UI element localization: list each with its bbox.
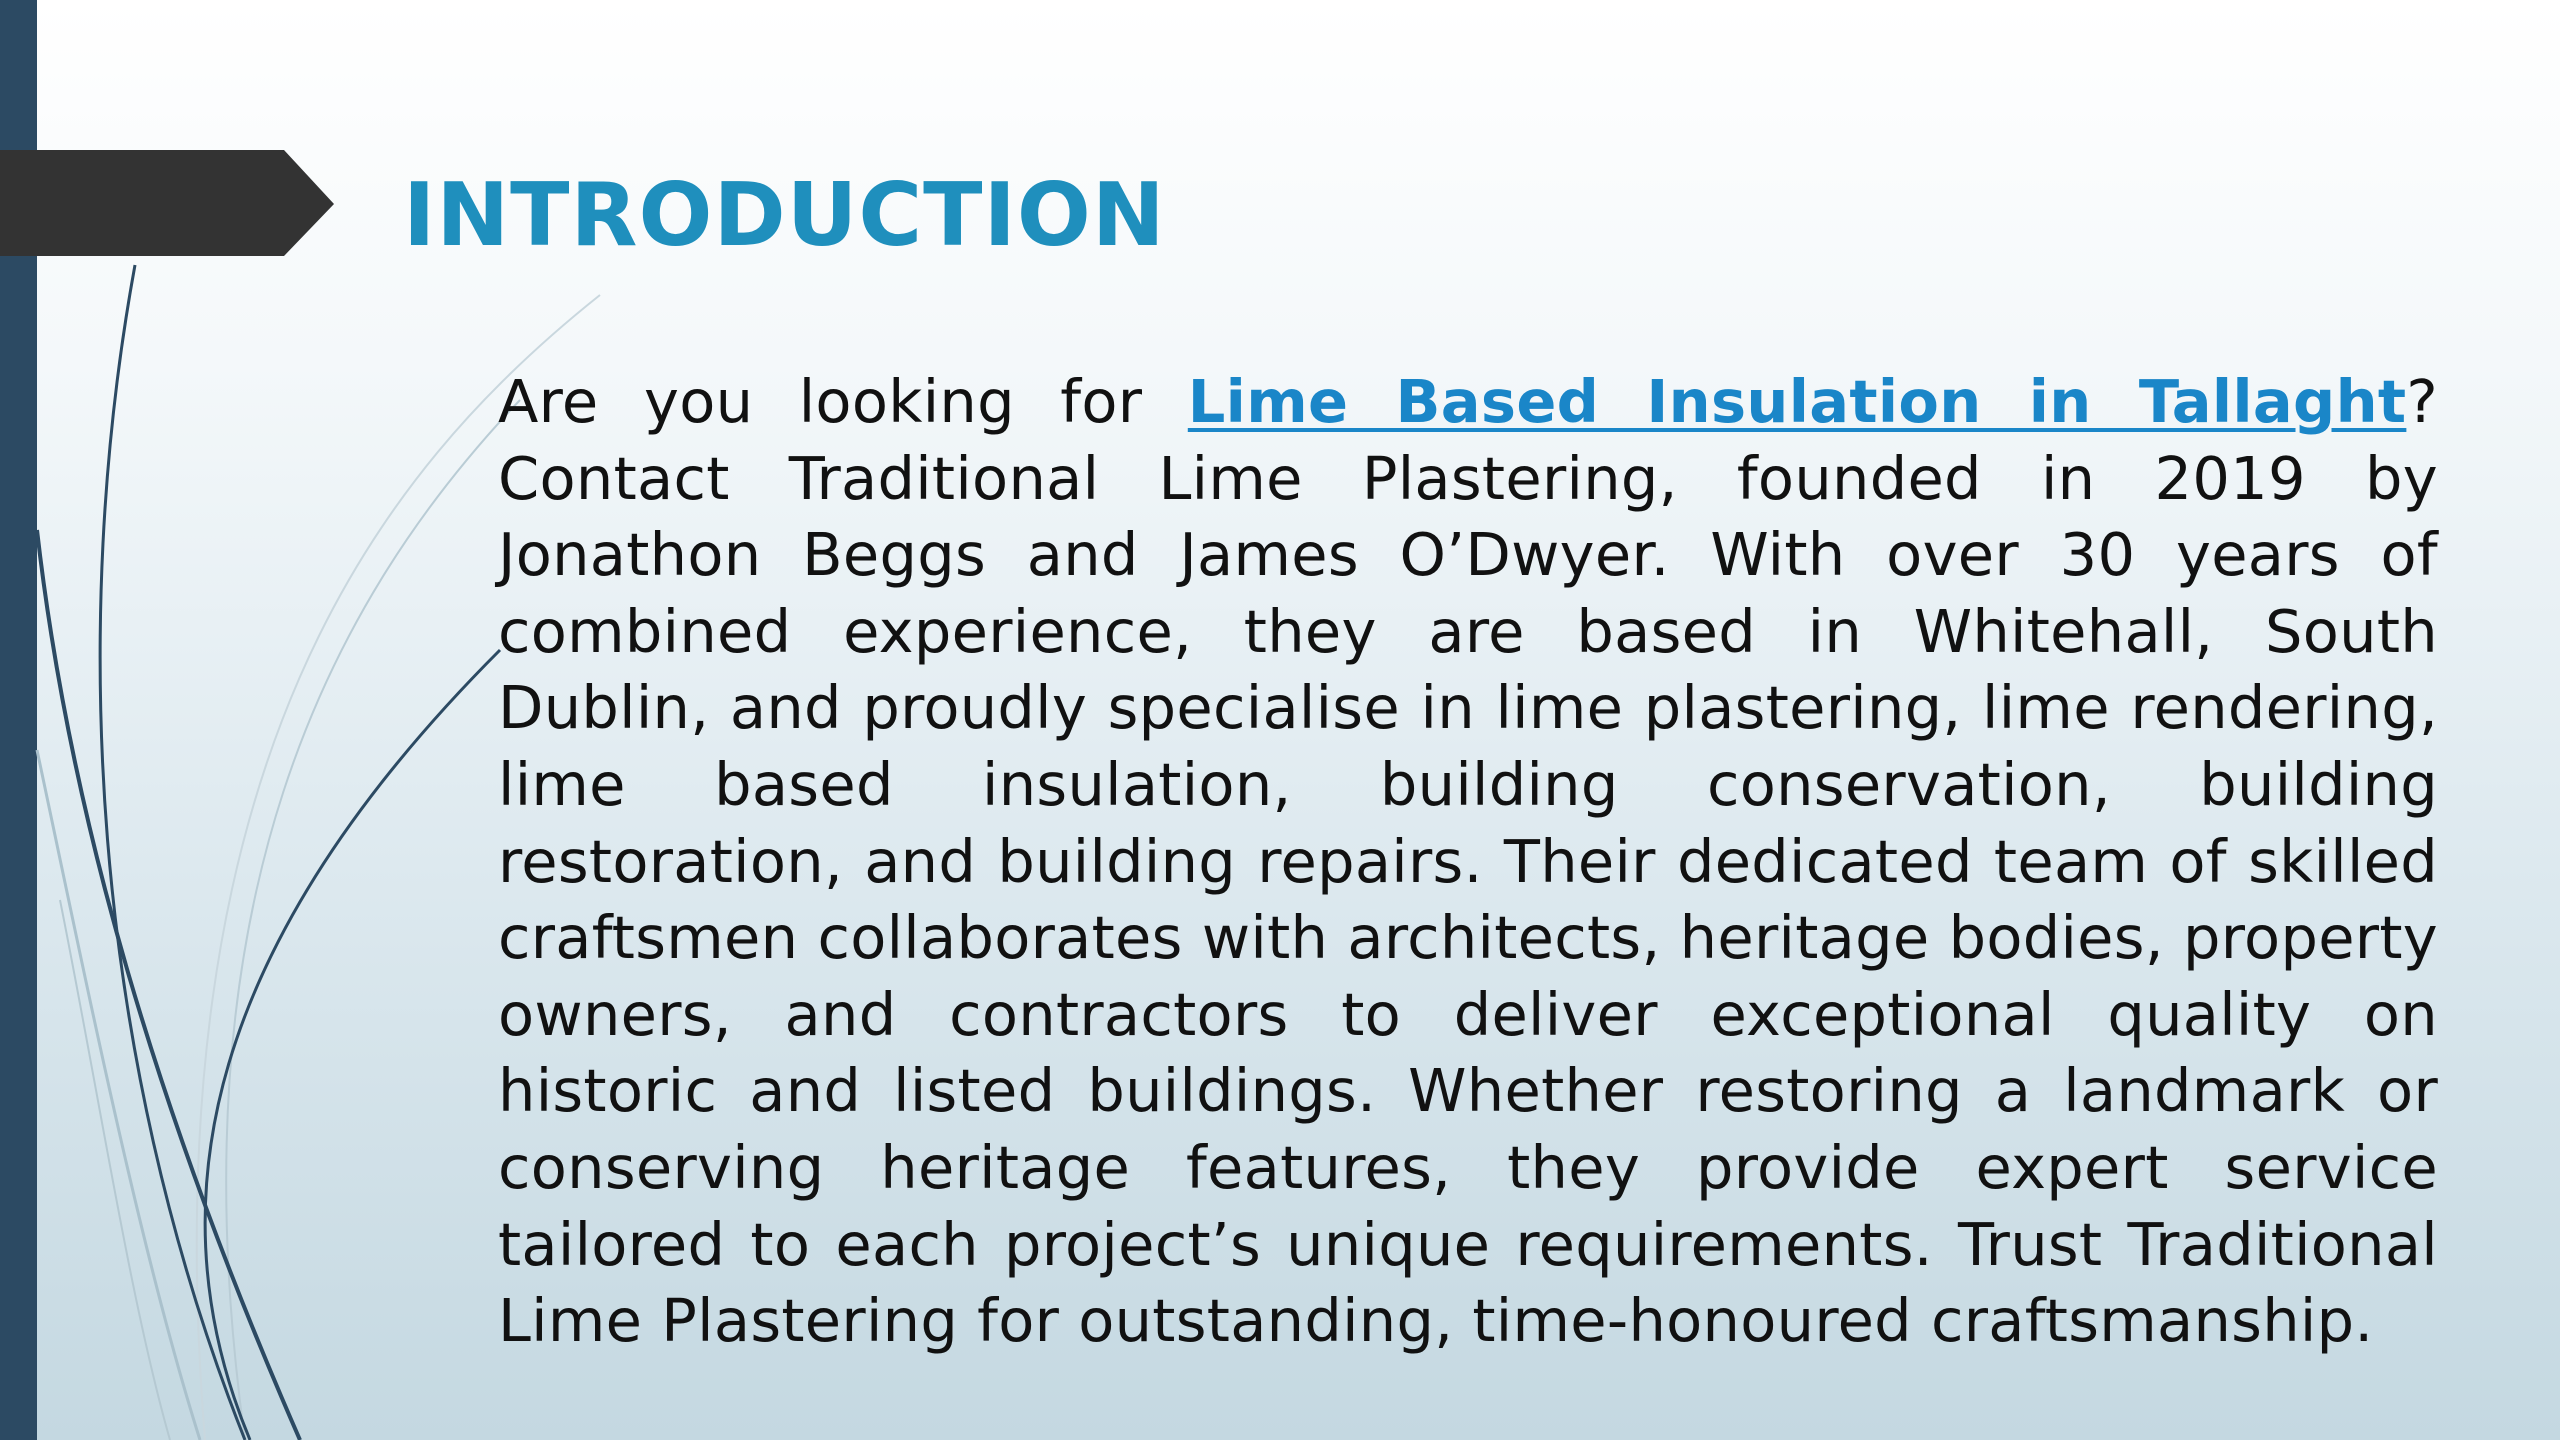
curve-light-outer (60, 900, 170, 1440)
curve-thin-light-2 (226, 400, 520, 1440)
lime-insulation-link[interactable]: Lime Based Insulation in Tallaght (1187, 367, 2407, 436)
slide-title: INTRODUCTION (403, 164, 1166, 266)
intro-text-before-link: Are you looking for (498, 367, 1188, 436)
curve-dark-inner (100, 265, 245, 1440)
title-arrow-shape (0, 150, 340, 258)
intro-text-after-link: ? Contact Traditional Lime Plastering, founded in 2019 by Jonathon Beggs and James O’Dwyer. With over 30 years of combined experience, they are based in Whitehall, South Dublin, and proudly specialise in lime plastering, lime rendering, lime based insulation, building conservation, building restoration, and building repairs. Their dedicated team of skilled craftsmen collaborates with architects, heritage bodies, property owners, and contractors to deliver exceptional quality on historic and listed buildings. Whether restoring a landmark or conserving heritage features, they provide expert service tailored to each project’s unique requirements. Trust Traditional Lime Plastering for outstanding, time-honoured craftsmanship. (498, 367, 2438, 1356)
curve-light-long (37, 750, 200, 1440)
intro-paragraph (498, 364, 2438, 1360)
